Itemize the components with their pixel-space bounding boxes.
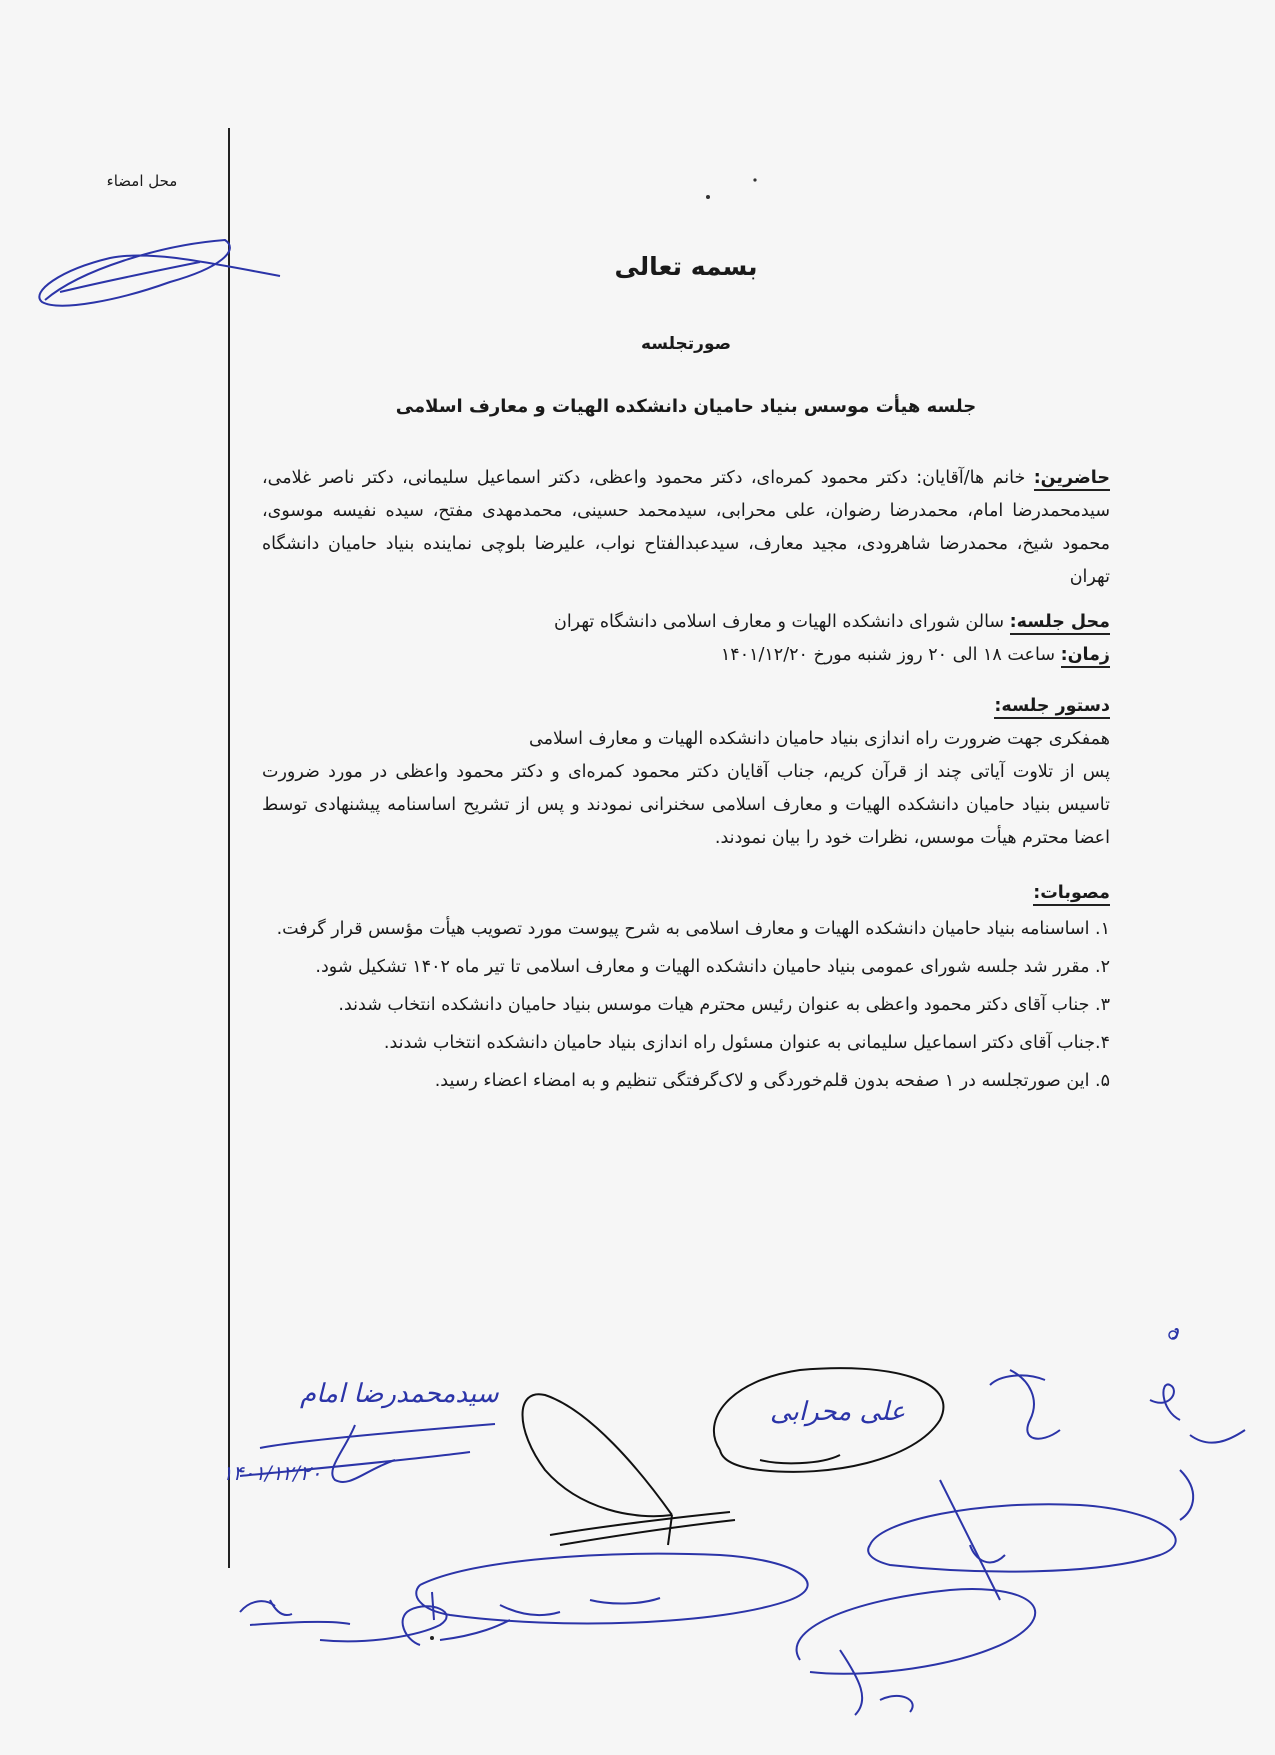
document-body [262,240,1110,1101]
resolution-item: ۱. اساسنامه بنیاد حامیان دانشکده الهیات و معارف اسلامی به شرح پیوست مورد تصویب هیأت مؤسس قرار گرفت. [276,919,1110,939]
attendees-text: خانم ها/آقایان: دکتر محمود کمره‌ای، دکتر محمود واعظی، دکتر اسماعیل سلیمانی، دکتر ناصر غلامی، سیدمحمدرضا امام، محمدرضا رضوان، علی محرابی، سیدمحمد حسینی، محمدمهدی مفتح، سیده نفیسه موسوی، محمود شیخ، محمدرضا شاهرودی، مجید معارف، سیدعبدالفتاح نواب، علیرضا بلوچی نماینده بنیاد حامیان دانشگاه تهران [262,468,1110,587]
handwritten-name-1: سیدمحمدرضا امام [300,1379,499,1409]
handwritten-name-2: علی محرابی [770,1397,906,1427]
agenda-label: دستور جلسه: [994,696,1110,719]
resolutions-heading-row [262,875,1110,911]
meeting-title: جلسه هیأت موسس بنیاد حامیان دانشکده الهیات و معارف اسلامی [395,396,977,417]
ink-dot [706,195,710,199]
ink-dot [430,1636,434,1640]
signature-8-icon [416,1554,807,1624]
signature-place-label: محل امضاء [106,172,178,190]
signature-3-icon [714,1368,944,1472]
signature-6-icon [797,1589,1036,1715]
attendees-section [262,462,1110,594]
location-row [262,606,1110,639]
time-label: زمان: [1061,645,1110,668]
document-subtitle: صورتجلسه [640,334,732,354]
signature-5-icon [868,1480,1175,1600]
resolution-item: ۴.جناب آقای دکتر اسماعیل سلیمانی به عنوان مسئول راه اندازی بنیاد حامیان دانشکده انتخاب شدند. [383,1033,1110,1053]
resolutions-label: مصوبات: [1033,883,1110,906]
agenda-body: پس از تلاوت آیاتی چند از قرآن کریم، جناب آقایان دکتر محمود کمره‌ای و دکتر محمود واعظی در مورد ضرورت تاسیس بنیاد حامیان دانشکده الهیات و معارف اسلامی سخنرانی نمودند و پس از تشریح اساسنامه پیشنهادی توسط اعضا محترم هیأت موسس، نظرات خود را بیان نمودند. [262,762,1110,848]
resolution-item: ۵. این صورتجلسه در ۱ صفحه بدون قلم‌خوردگی و لاک‌گرفتگی تنظیم و به امضاء اعضاء رسید. [434,1071,1110,1091]
resolution-item: ۲. مقرر شد جلسه شورای عمومی بنیاد حامیان دانشکده الهیات و معارف اسلامی تا تیر ماه ۱۴۰۲ تشکیل شود. [315,957,1110,977]
signature-4-icon [990,1329,1245,1520]
agenda-heading-row [262,690,1110,723]
handwritten-date: ۱۴۰۱/۱۲/۲۰ [222,1461,322,1485]
signature-1-icon [240,1424,495,1482]
attendees-label: حاضرین: [1034,468,1110,491]
time-row [262,639,1110,672]
ink-dot [1169,1331,1177,1339]
agenda-line: همفکری جهت ضرورت راه اندازی بنیاد حامیان دانشکده الهیات و معارف اسلامی [529,729,1110,749]
document-title: بسمه تعالی [614,252,758,281]
signature-2-icon [523,1394,736,1545]
location-value: سالن شورای دانشکده الهیات و معارف اسلامی دانشگاه تهران [553,612,1005,632]
margin-signature-icon [39,240,280,306]
signature-7-icon [240,1592,510,1645]
resolution-item: ۳. جناب آقای دکتر محمود واعظی به عنوان رئیس محترم هیات موسس بنیاد حامیان دانشکده انتخاب شدند. [338,995,1110,1015]
ink-dot [753,178,756,181]
time-value: ساعت ۱۸ الی ۲۰ روز شنبه مورخ ۱۴۰۱/۱۲/۲۰ [720,645,1055,665]
margin-divider-line [228,128,230,1568]
location-label: محل جلسه: [1010,612,1110,635]
